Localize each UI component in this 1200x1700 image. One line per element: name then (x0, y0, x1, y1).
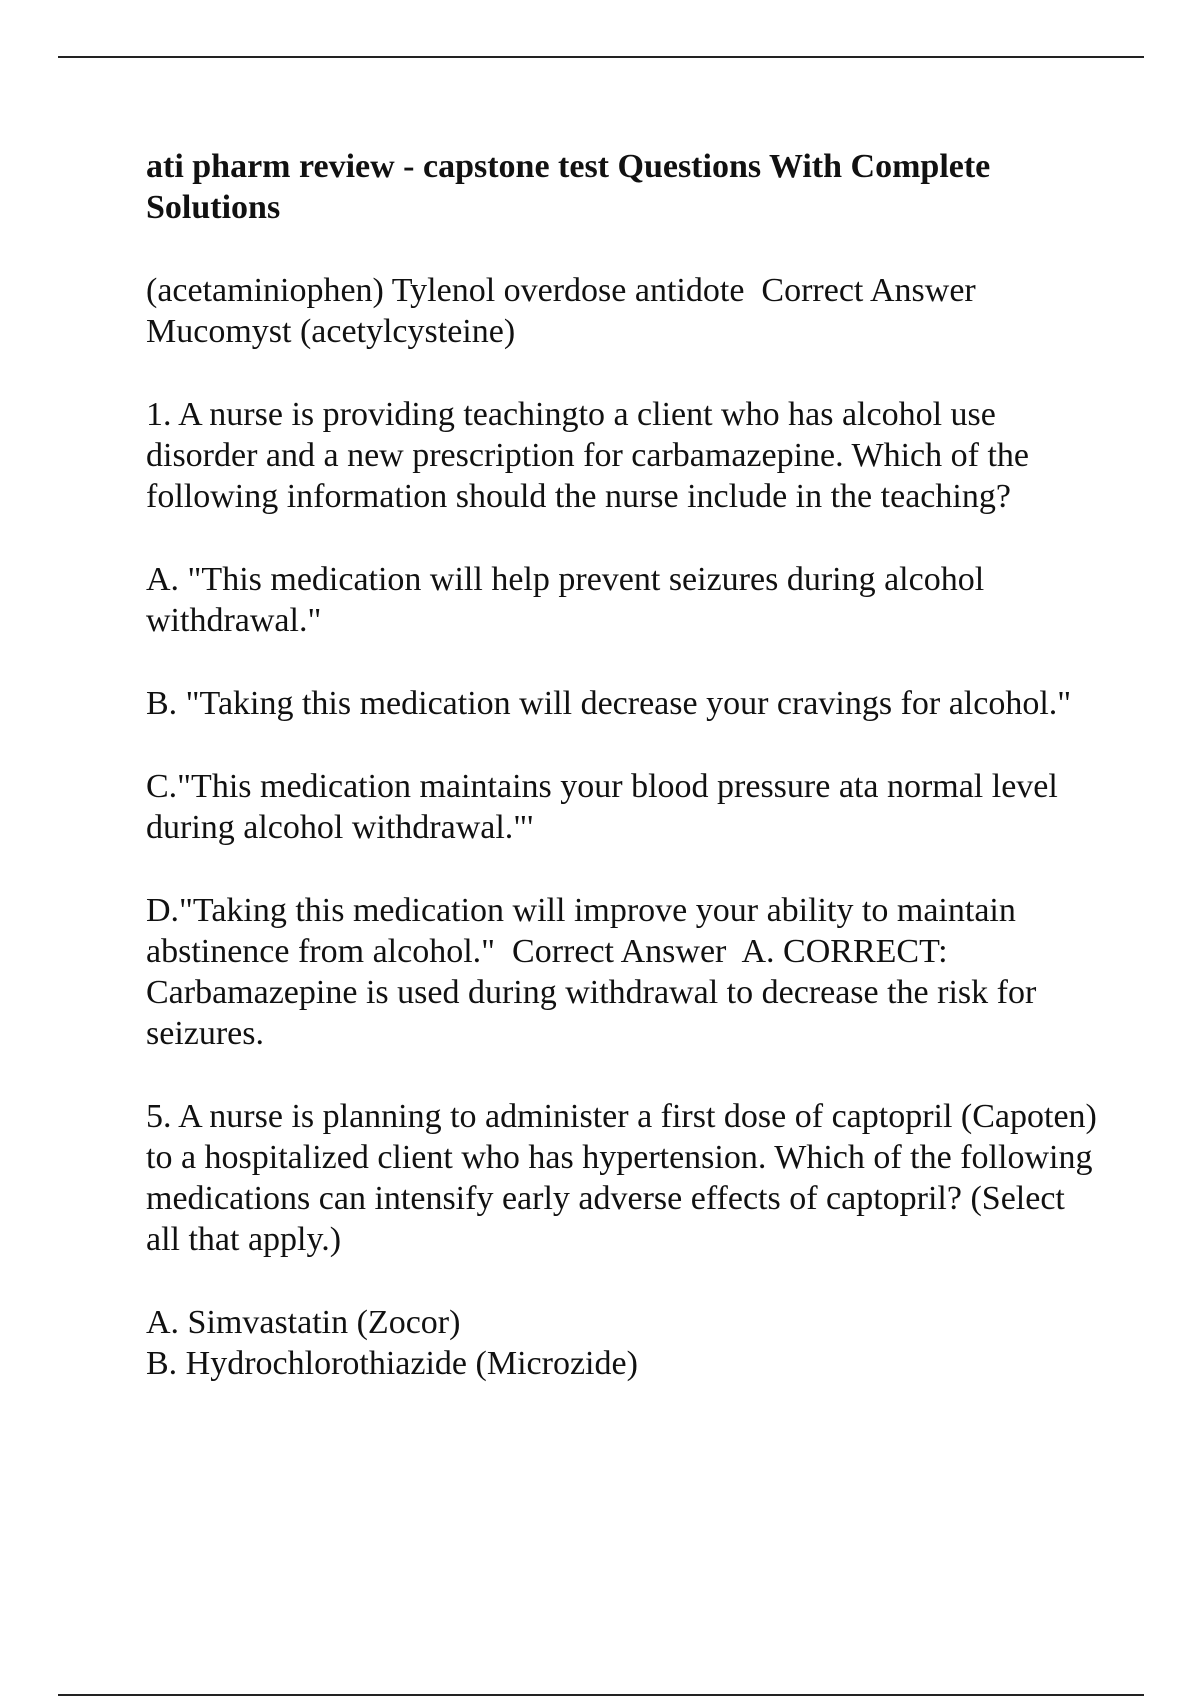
q1-option-a: A. "This medication will help prevent seizures during alcohol withdrawal." (146, 561, 985, 639)
footer-rule (58, 1694, 1144, 1696)
q1-answer-label: Correct Answer (512, 933, 727, 970)
intro-question: (acetaminiophen) Tylenol overdose antidote (146, 272, 745, 309)
q1-answer: A. CORRECT: Carbamazepine is used during withdrawal to decrease the risk for seizures. (146, 933, 1037, 1052)
q5-options (146, 1302, 1106, 1384)
intro-answer-label: Correct Answer (761, 272, 976, 309)
q5-option-a: A. Simvastatin (Zocor) (146, 1304, 461, 1341)
intro-answer: Mucomyst (acetylcysteine) (146, 313, 516, 350)
q1-stem: 1. A nurse is providing teachingto a client who has alcohol use disorder and a new prescription for carbamazepine. Which of the following information should the nurse include in the teaching? (146, 396, 1030, 515)
q1-option-b: B. "Taking this medication will decrease your cravings for alcohol." (146, 685, 1072, 722)
document-title: ati pharm review - capstone test Questions With Complete Solutions (146, 148, 991, 226)
q1-option-d-with-answer (146, 890, 1106, 1054)
q1-option-c: C."This medication maintains your blood pressure ata normal level during alcohol withdrawal."' (146, 768, 1058, 846)
q1-option-d: D."Taking this medication will improve your ability to maintain abstinence from alcohol." (146, 892, 1016, 970)
q5-option-b: B. Hydrochlorothiazide (Microzide) (146, 1345, 638, 1382)
q5-stem: 5. A nurse is planning to administer a first dose of captopril (Capoten) to a hospitalized client who has hypertension. Which of the following medications can intensify early adverse effects of captopril? (Select all that apply.) (146, 1098, 1097, 1258)
document-body (146, 146, 1106, 1384)
intro-qa (146, 270, 1106, 352)
header-rule (58, 56, 1144, 58)
